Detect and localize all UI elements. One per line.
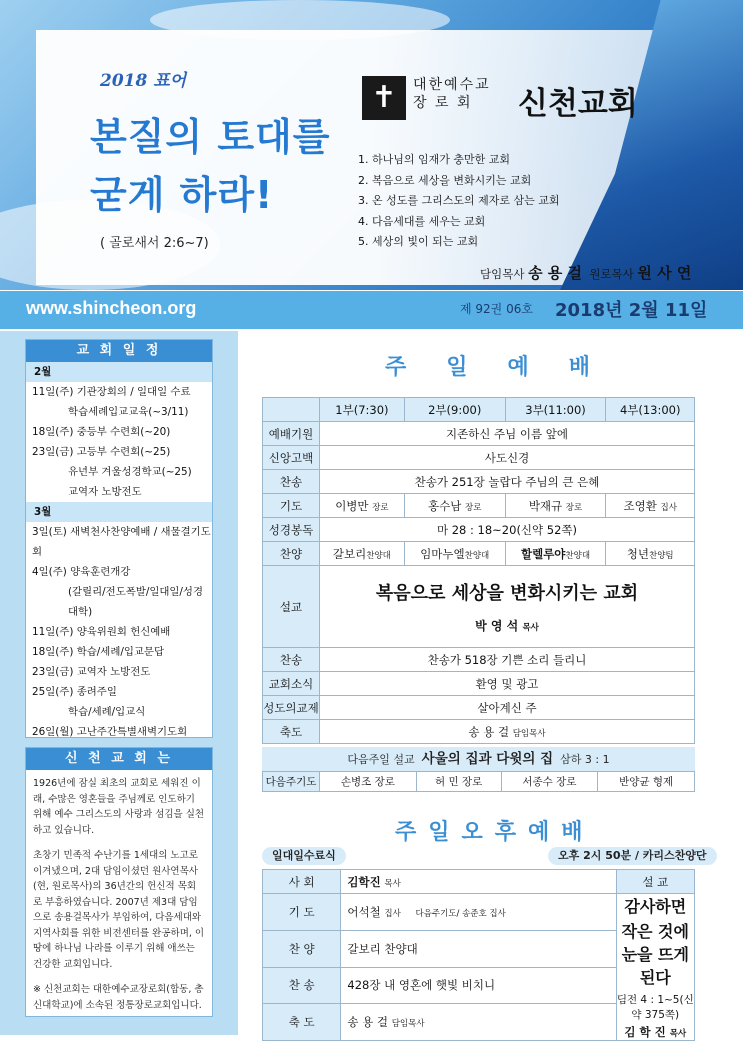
choir-type: 찬양대 bbox=[366, 550, 391, 561]
schedule-item: 3일(토) 새벽천사찬양예배 / 새물결기도회 bbox=[32, 526, 211, 558]
preacher bbox=[617, 1024, 694, 1040]
sermon-ref: 딤전 4 : 1~5(신약 375쪽) bbox=[616, 994, 694, 1021]
sermon-title: 복음으로 세상을 변화시키는 교회 bbox=[375, 583, 639, 604]
schedule-item: 11일(주) 양육위원회 헌신예배 bbox=[32, 626, 171, 638]
about-note: ※ 신천교회는 대한예수교장로회(합동, 총신대학교)에 소속된 정통장로교회입니다. bbox=[33, 984, 204, 1011]
next-prayer: 허 민 장로 bbox=[416, 772, 501, 792]
morning-order-table bbox=[262, 397, 695, 744]
schedule-list bbox=[26, 362, 212, 782]
row-label: 축 도 bbox=[263, 1004, 341, 1041]
benediction-name: 송 용 걸 bbox=[468, 724, 510, 739]
motto-line2: 굳게 하라! bbox=[90, 173, 274, 217]
row-label: 축도 bbox=[263, 720, 320, 744]
next-prayer-table bbox=[262, 771, 695, 792]
afternoon-sermon-cell bbox=[616, 894, 694, 1041]
prayer-name: 조영환 bbox=[623, 498, 657, 513]
website-link[interactable]: www.shincheon.org bbox=[26, 298, 197, 318]
prayer-role: 장로 bbox=[372, 502, 389, 513]
row-value: 찬송가 251장 놀랍다 주님의 큰 은혜 bbox=[320, 470, 695, 494]
sermon-label: 설 교 bbox=[616, 870, 694, 894]
church-name: 신천교회 bbox=[518, 86, 638, 122]
schedule-item: 26일(월) 고난주간특별새벽기도회 bbox=[32, 726, 188, 738]
next-prayer: 서종수 장로 bbox=[501, 772, 598, 792]
prayer-role: 장로 bbox=[465, 502, 482, 513]
sermon-title2: 작은 것에 눈을 뜨게 된다 bbox=[621, 922, 689, 987]
vision-item: 4. 다음세대를 세우는 교회 bbox=[358, 214, 486, 228]
preacher-role: 목사 bbox=[669, 1029, 687, 1039]
choir-name: 임마누엘 bbox=[420, 546, 465, 561]
schedule-item: 23일(금) 고등부 수련회(~25) bbox=[32, 446, 171, 458]
motto bbox=[90, 108, 330, 224]
schedule-item: 18일(주) 학습/세례/입교문답 bbox=[32, 646, 165, 658]
pastor-name: 송 용 걸 bbox=[528, 264, 583, 282]
row-label: 예배기원 bbox=[263, 422, 320, 446]
row-label: 설교 bbox=[263, 566, 320, 648]
schedule-item: (갈릴리/전도폭발/일대일/성경대학) bbox=[68, 586, 204, 618]
schedule-item: 18일(주) 중등부 수련회(~20) bbox=[32, 426, 171, 438]
preacher bbox=[320, 617, 694, 634]
about-para: 1926년에 잠실 최초의 교회로 세워진 이래, 수많은 영혼들을 주님께로 인도하기 위해 예수 그리스도의 사랑과 섬김을 실천하고 있습니다. bbox=[33, 778, 205, 836]
schedule-item: 학습세례입교교육(~3/11) bbox=[68, 406, 189, 418]
vision-item: 1. 하나님의 임재가 충만한 교회 bbox=[358, 153, 510, 166]
year-label: 2018 표어 bbox=[100, 71, 187, 91]
choir-cell bbox=[404, 542, 505, 566]
row-value: 찬송가 518장 기쁜 소리 들리니 bbox=[320, 648, 695, 672]
schedule-item: 4일(주) 양육훈련개강 bbox=[32, 566, 131, 578]
emeritus-name: 원 사 연 bbox=[637, 264, 692, 282]
issue-date: 2018년 2월 11일 bbox=[555, 300, 708, 321]
row-value bbox=[320, 720, 695, 744]
row-value: 지존하신 주님 이름 앞에 bbox=[320, 422, 695, 446]
schedule-item: 23일(금) 교역자 노방전도 bbox=[32, 666, 151, 678]
cross-icon: ✝ bbox=[362, 76, 406, 120]
choir-type: 찬양대 bbox=[464, 550, 490, 561]
row-label: 성경봉독 bbox=[263, 518, 320, 542]
sermon-cell bbox=[320, 566, 695, 648]
row-label: 기도 bbox=[263, 494, 320, 518]
row-label: 찬송 bbox=[263, 648, 320, 672]
row-label: 사 회 bbox=[263, 870, 341, 894]
row-label: 성도의교제 bbox=[263, 696, 320, 720]
next-label: 다음주일 설교 bbox=[347, 753, 415, 766]
row-label: 다음주기도 bbox=[263, 772, 320, 792]
row-label: 찬송 bbox=[263, 470, 320, 494]
prayer-role: 장로 bbox=[565, 502, 583, 513]
service-time: 3부(11:00) bbox=[505, 398, 606, 422]
service-time: 1부(7:30) bbox=[320, 398, 405, 422]
prayer-cell bbox=[320, 494, 405, 518]
row-value: 살아계신 주 bbox=[320, 696, 695, 720]
motto-line1: 본질의 토대를 bbox=[90, 115, 331, 159]
choir-type: 찬양대 bbox=[565, 550, 591, 561]
schedule-title: 교 회 일 정 bbox=[26, 340, 212, 362]
preacher-name: 박 영 석 bbox=[475, 619, 519, 633]
afternoon-tag-left: 일대일수료식 bbox=[262, 847, 346, 865]
preacher-name: 김 학 진 bbox=[624, 1025, 666, 1039]
choir-cell bbox=[606, 542, 695, 566]
schedule-item: 학습/세례/입교식 bbox=[68, 706, 146, 718]
prayer-cell bbox=[505, 494, 606, 518]
issue-number: 제 92권 06호 bbox=[460, 302, 533, 316]
prayer-cell bbox=[606, 494, 695, 518]
row-label: 찬 송 bbox=[263, 967, 341, 1004]
service-time: 2부(9:00) bbox=[404, 398, 505, 422]
prayer-cell bbox=[404, 494, 505, 518]
about-box bbox=[25, 747, 213, 1017]
benediction-role: 담임목사 bbox=[391, 1019, 425, 1030]
row-value: 사도신경 bbox=[320, 446, 695, 470]
choir-cell bbox=[320, 542, 405, 566]
schedule-item: 25일(주) 종려주일 bbox=[32, 686, 117, 698]
prayer-name: 이병만 bbox=[335, 498, 369, 513]
choir-cell bbox=[505, 542, 606, 566]
benediction-role: 담임목사 bbox=[512, 728, 546, 739]
about-title: 신 천 교 회 는 bbox=[26, 748, 212, 770]
schedule-item: 11일(주) 기관장회의 / 일대일 수료 bbox=[32, 386, 191, 398]
choir-type: 찬양팀 bbox=[649, 550, 674, 561]
vision-item: 5. 세상의 빛이 되는 교회 bbox=[358, 235, 479, 248]
leader-role: 목사 bbox=[384, 878, 401, 889]
prayer-role: 집사 bbox=[384, 908, 401, 919]
preacher-role: 목사 bbox=[522, 623, 539, 633]
row-value: 마 28 : 18~20(신약 52쪽) bbox=[320, 518, 695, 542]
next-title: 사울의 집과 다윗의 집 bbox=[421, 751, 554, 767]
choir-name: 청년 bbox=[626, 546, 649, 561]
emeritus-label: 원로목사 bbox=[589, 267, 634, 281]
row-value: 428장 내 영혼에 햇빛 비치니 bbox=[341, 967, 616, 1004]
row-value: 환영 및 광고 bbox=[320, 672, 695, 696]
schedule-box bbox=[25, 339, 213, 738]
about-text bbox=[26, 770, 212, 1029]
pastors-line bbox=[480, 262, 691, 283]
next-prayer: 다음주기도/ 송준호 집사 bbox=[415, 908, 506, 919]
motto-verse: ( 골로새서 2:6~7) bbox=[100, 236, 209, 251]
leader-name: 김학진 bbox=[347, 874, 381, 889]
row-value bbox=[341, 894, 616, 931]
choir-name: 할렐루야 bbox=[520, 546, 566, 561]
morning-service-title: 주일예배 bbox=[385, 355, 631, 380]
next-prayer: 손병조 장로 bbox=[320, 772, 417, 792]
row-label: 찬 양 bbox=[263, 930, 341, 967]
vision-item: 2. 복음으로 세상을 변화시키는 교회 bbox=[358, 173, 532, 187]
schedule-item: 교역자 노방전도 bbox=[68, 486, 142, 498]
afternoon-service-title: 주일오후예배 bbox=[395, 820, 595, 845]
prayer-role: 집사 bbox=[660, 502, 677, 513]
prayer-name: 어석철 bbox=[347, 904, 381, 919]
prayer-name: 박재규 bbox=[528, 498, 563, 513]
next-week-sermon bbox=[262, 747, 695, 771]
vision-item: 3. 온 성도를 그리스도의 제자로 삼는 교회 bbox=[358, 194, 560, 207]
vision-list bbox=[358, 150, 560, 253]
benediction-name: 송 용 걸 bbox=[347, 1015, 389, 1030]
month-header: 3월 bbox=[26, 502, 212, 522]
row-label: 교회소식 bbox=[263, 672, 320, 696]
next-ref: 삼하 3 : 1 bbox=[560, 753, 610, 766]
sermon-title1: 감사하면 bbox=[624, 897, 687, 916]
row-value: 갈보리 찬양대 bbox=[341, 930, 616, 967]
row-label: 찬양 bbox=[263, 542, 320, 566]
choir-name: 갈보리 bbox=[332, 546, 367, 561]
pastor-label: 담임목사 bbox=[480, 267, 525, 281]
service-time: 4부(13:00) bbox=[606, 398, 695, 422]
about-para: 초창기 민족적 수난기를 1세대의 노고로 이겨냈으며, 2대 담임이셨던 원사연목사(현, 원로목사)의 36년간의 헌신적 목회로 부흥하였습니다. 2007년 제3대 담임으로 송용걸목사가 부임하여, 다음세대와 지역사회를 위한 비전센터를 완공하며, 이 땅에 하나님 나라를 이루기 위해 애쓰는 건강한 교회입니다. bbox=[33, 850, 205, 970]
denomination: 대한예수교 장 로 회 bbox=[413, 77, 491, 111]
afternoon-order-table bbox=[262, 869, 695, 1041]
next-prayer: 반양균 형제 bbox=[598, 772, 695, 792]
row-value bbox=[341, 870, 616, 894]
row-label: 신앙고백 bbox=[263, 446, 320, 470]
prayer-name: 홍수남 bbox=[428, 498, 462, 513]
row-label: 기 도 bbox=[263, 894, 341, 931]
afternoon-tag-right: 오후 2시 50분 / 카리스찬양단 bbox=[548, 847, 717, 865]
month-header: 2월 bbox=[26, 362, 212, 382]
schedule-item: 유년부 겨울성경학교(~25) bbox=[68, 466, 192, 478]
